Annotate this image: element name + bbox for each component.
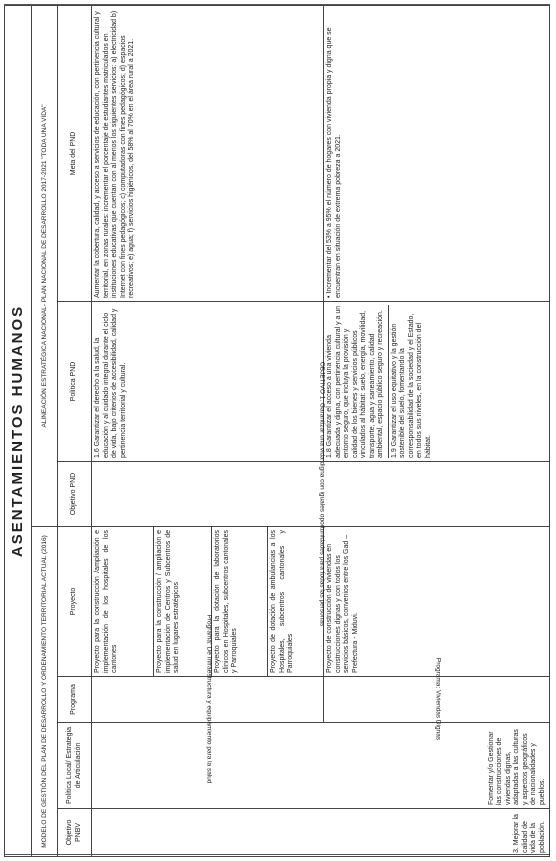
programa-vivienda-cell bbox=[324, 658, 550, 741]
proyecto-ambulancias: Proyecto de dotación de ambulancias a los Hospitales, subcentros cantonales y Parroquiales bbox=[268, 527, 324, 677]
page-title: ASENTAMIENTOS HUMANOS bbox=[5, 5, 32, 856]
politica-pnd-1-6: 1.6 Garantizar el derecho a la salud, la educación y al cuidado integral durante el ciclo de vida, bajo criterios de accesibilidad, calidad y pertinencia territorial y cultural. bbox=[92, 302, 324, 462]
politica-local-cell: Fomentar y/o Gestionar las construcciones de viviendas dignas, adaptadas a las culturas y aspectos geográficos de nacionalidades y pueblos. bbox=[92, 723, 550, 809]
header-national-alignment: ALINEACIÓN ESTRATÉGICA NACIONAL- PLAN NACIONAL DE DESARROLLO 2017-2021 "TODA UNA VIDA" bbox=[32, 5, 58, 526]
col-proyecto: Proyecto bbox=[58, 527, 92, 677]
col-meta-pnd: Meta del PND bbox=[58, 5, 92, 301]
proyecto-laboratorios: Proyecto para la dotación de laboratorios clínicos en Hospitales, subcentros cantonales y Parroquiales bbox=[212, 527, 268, 677]
programa-salud-text: Programa: De Infraestructura y equipamiento para la salud bbox=[204, 614, 212, 785]
meta-pnd-vivienda: • Incrementar del 53% a 95% el número de hogares con vivienda propia y digna que se encuentran en situación de extrema pobreza a 2021. bbox=[324, 5, 550, 301]
politica-pnd-1-9: 1.9 Garantizar el uso equitativo y la gestión sostenible del suelo, fomentando la corresponsabilidad de la sociedad y el Estado, en todos sus niveles, en la construcción del hábitat. bbox=[388, 305, 434, 458]
proyecto-centros-salud: Proyecto para la construcción / ampliación e implementación de Centros y Subcentros de salud en lugares estratégicos bbox=[154, 527, 212, 677]
proyecto-viviendas: Proyecto de construcción de viviendas en construcciones dignas y con todos los servicios básicos, convenios entre los Gad – Prefectura - Miduvi. bbox=[324, 527, 550, 677]
col-politica-pnd: Política PND bbox=[58, 302, 92, 462]
meta-pnd-educacion: Aumentar la cobertura, calidad, y acceso a servicios de educación, con pertinencia cultural y territorial, en zonas rurales: incrementar el porcentaje de estudiantes matriculados en instituciones educativas que cuentan con al menos los siguientes servicios: a) electricidad b) Internet con fines pedagógicos; c) computadoras con fines pedagógicos; d) espacios recreativos; e) agua; f) servicios higiénicos, del 58% al 70% en el área rural a 2021. bbox=[92, 5, 324, 301]
proyecto-hospitales: Proyecto para la construcción /ampliación e implementación de los hospitales de los cantones bbox=[92, 527, 154, 677]
col-objetivo-pnbv: Objetivo PNBV bbox=[58, 809, 92, 857]
rotated-page bbox=[4, 6, 550, 857]
objetivo-pnd-text: OBJETIVO 1: Garantizar una vida digna con iguales oportunidades para todas las personas bbox=[317, 361, 325, 627]
programa-vivienda-text: Programa: Viviendas Dignas bbox=[433, 658, 441, 741]
programa-salud-cell bbox=[92, 614, 324, 785]
politica-pnd-vivienda-cell bbox=[324, 302, 550, 462]
col-objetivo-pnd: Objetivo PND bbox=[58, 462, 92, 527]
col-programa: Programa bbox=[58, 677, 92, 723]
col-politica-local: Política Local/ Estrategia de Articulación bbox=[58, 723, 92, 809]
politica-pnd-1-8: 1.8 Garantizar el acceso a una vivienda adecuada y digna, con pertinencia cultural y a un entorno seguro, que incluya la provisión y calidad de los bienes y servicios públicos vinculados al hábitat: suelo, energía, movilidad, transporte, agua y saneamiento, calidad ambiental, espacio público seguro y recreación. bbox=[326, 305, 385, 458]
alignment-table bbox=[4, 5, 550, 857]
objetivo-pnbv-cell: 3. Mejorar la calidad de vida de la población. bbox=[92, 809, 550, 857]
header-current-model: MODELO DE GESTIÓN DEL PLAN DE DESARROLLO Y ORDENAMIENTO TERRITORIAL ACTUAL (2016) bbox=[32, 527, 58, 857]
